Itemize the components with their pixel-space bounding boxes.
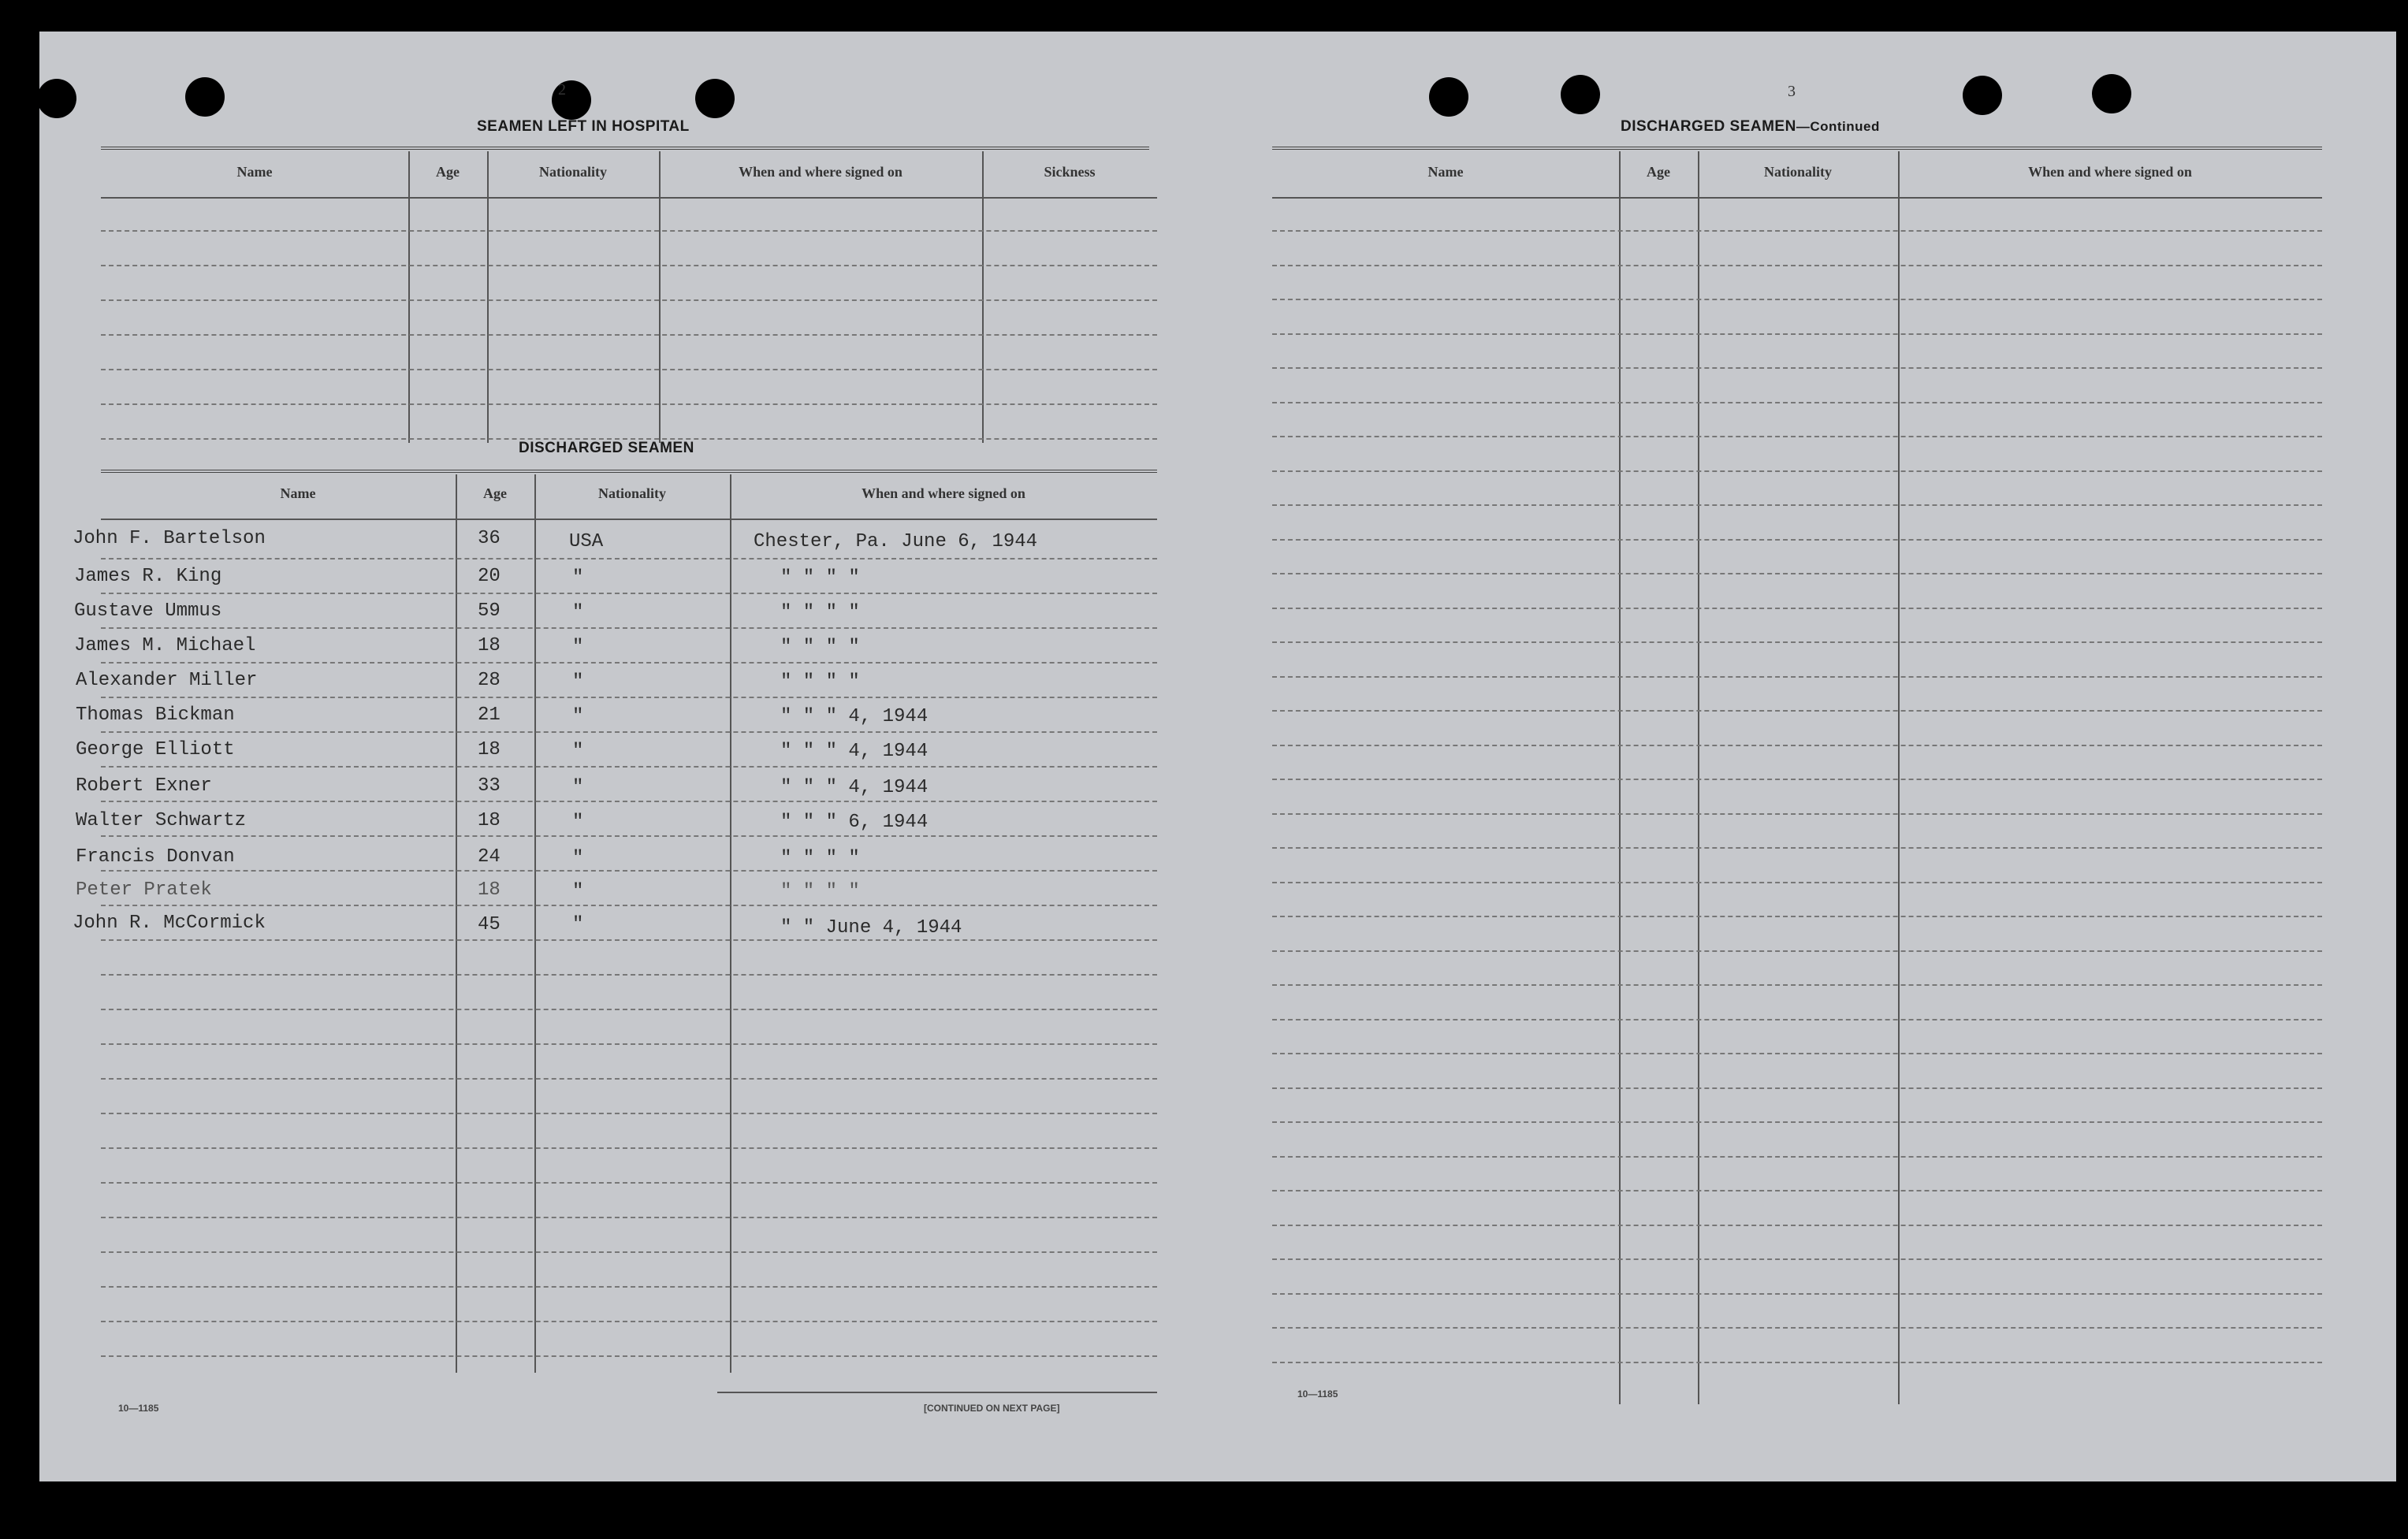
seaman-name: Gustave Ummus [74,600,222,622]
seaman-age: 24 [478,846,501,868]
entry-line [1272,1121,2322,1123]
seaman-nationality: " [572,671,584,693]
seaman-age: 33 [478,775,501,797]
seaman-signed-on: " " " " [780,567,860,589]
seaman-nationality: " [572,567,584,589]
seaman-name: Robert Exner [76,775,212,797]
seaman-name: Walter Schwartz [76,810,247,831]
entry-line [101,1286,1157,1288]
seaman-name: John R. McCormick [73,913,266,934]
entry-line [1272,1327,2322,1329]
entry-line [101,835,1157,837]
seaman-nationality: " [572,777,584,798]
hospital-col-age: Age [436,164,460,180]
discharged-col-nationality: Nationality [597,485,666,501]
right-col-age: Age [1647,164,1670,180]
entry-line [101,974,1157,976]
entry-line [1272,882,2322,883]
seaman-signed-on: Chester, Pa. June 6, 1944 [754,531,1038,552]
entry-line [101,1043,1157,1045]
entry-line [101,1009,1157,1010]
seaman-nationality: " [572,637,584,658]
entry-line [1272,779,2322,780]
punch-hole [1963,76,2002,115]
punch-hole [37,79,76,118]
entry-line [1272,402,2322,403]
hospital-header-rule [101,197,1157,199]
entry-line [1272,847,2322,849]
entry-line [1272,539,2322,541]
hospital-divider [487,151,489,443]
discharged-col-signed-on: When and where signed on [862,485,1025,501]
seaman-signed-on: " " " 4, 1944 [780,777,929,798]
entry-line [1272,504,2322,506]
entry-line [101,939,1157,941]
seaman-age: 18 [478,635,501,656]
page-number-left: 2 [558,81,566,99]
seaman-nationality: " [572,914,584,935]
hospital-divider [659,151,661,443]
entry-line [1272,230,2322,232]
seaman-signed-on: " " " 4, 1944 [780,706,929,727]
seaman-nationality: " [572,812,584,833]
entry-line [1272,641,2322,643]
right-divider [1619,151,1621,1404]
seaman-age: 18 [478,739,501,760]
discharged-header-rule [101,519,1157,520]
seaman-age: 18 [478,810,501,831]
hospital-divider [982,151,984,443]
entry-line [101,870,1157,872]
hospital-col-nationality: Nationality [538,164,607,180]
hospital-divider [408,151,410,443]
seaman-nationality: " [572,881,584,902]
entry-line [1272,710,2322,712]
seaman-signed-on: " " " " [780,881,860,902]
right-col-name: Name [1427,164,1464,180]
entry-line [101,1113,1157,1114]
entry-line [101,1251,1157,1253]
entry-line [1272,333,2322,335]
hospital-title: SEAMEN LEFT IN HOSPITAL [477,118,690,135]
seaman-age: 20 [478,566,501,587]
entry-line [101,801,1157,802]
seaman-signed-on: " " June 4, 1944 [780,917,962,939]
hospital-entry-line [101,403,1157,405]
entry-line [1272,745,2322,746]
entry-line [1272,1019,2322,1020]
seaman-signed-on: " " " " [780,637,860,658]
seaman-name: Alexander Miller [76,670,258,691]
punch-hole [1429,77,1468,117]
entry-line [1272,470,2322,472]
entry-line [1272,436,2322,437]
right-divider [1698,151,1699,1404]
entry-line [101,1355,1157,1357]
entry-line [1272,573,2322,574]
seaman-age: 36 [478,528,501,549]
entry-line [1272,1362,2322,1363]
entry-line [101,558,1157,559]
seaman-name: Thomas Bickman [76,704,235,726]
ledger-sheet [39,32,2396,1481]
entry-line [101,1078,1157,1080]
entry-line [1272,984,2322,986]
right-col-signed-on: When and where signed on [2028,164,2192,180]
seaman-nationality: " [572,741,584,762]
seaman-age: 59 [478,600,501,622]
right-top-rule [1272,147,2322,150]
punch-hole [2092,74,2131,113]
entry-line [1272,1190,2322,1191]
seaman-name: James R. King [74,566,222,587]
discharged-title: DISCHARGED SEAMEN [519,440,694,456]
form-number-right: 10—1185 [1297,1388,1338,1400]
entry-line [1272,367,2322,369]
entry-line [101,697,1157,698]
entry-line [101,905,1157,906]
seaman-age: 45 [478,914,501,935]
entry-line [101,627,1157,629]
left-bottom-rule [717,1392,1157,1393]
hospital-entry-line [101,334,1157,336]
hospital-col-sickness: Sickness [1044,164,1096,180]
punch-hole [1561,75,1600,114]
hospital-entry-line [101,265,1157,266]
seaman-age: 18 [478,879,501,901]
entry-line [101,731,1157,733]
right-divider [1898,151,1900,1404]
seaman-age: 21 [478,704,501,726]
discharged-continued-title [1621,118,1880,136]
hospital-entry-line [101,299,1157,301]
seaman-signed-on: " " " " [780,602,860,623]
entry-line [1272,1258,2322,1260]
discharged-col-age: Age [483,485,507,501]
hospital-entry-line [101,369,1157,370]
seaman-name: George Elliott [76,739,235,760]
entry-line [101,593,1157,594]
seaman-age: 28 [478,670,501,691]
entry-line [101,1182,1157,1184]
entry-line [1272,265,2322,266]
discharged-continued-sub: —Continued [1796,119,1880,134]
hospital-entry-line [101,230,1157,232]
seaman-name: Francis Donvan [76,846,235,868]
seaman-signed-on: " " " " [780,848,860,869]
entry-line [1272,813,2322,815]
seaman-nationality: " [572,848,584,869]
seaman-nationality: " [572,706,584,727]
seaman-nationality: " [572,602,584,623]
discharged-top-rule [101,470,1157,473]
entry-line [1272,676,2322,678]
seaman-signed-on: " " " 6, 1944 [780,812,929,833]
entry-line [1272,1293,2322,1295]
entry-line [1272,950,2322,952]
entry-line [101,766,1157,768]
entry-line [1272,916,2322,917]
right-header-rule [1272,197,2322,199]
entry-line [1272,1087,2322,1089]
seaman-name: Peter Pratek [76,879,212,901]
seaman-signed-on: " " " 4, 1944 [780,741,929,762]
discharged-divider [534,474,536,1373]
entry-line [101,1147,1157,1149]
form-number-left: 10—1185 [118,1403,159,1414]
punch-hole [695,79,735,118]
seaman-signed-on: " " " " [780,671,860,693]
discharged-col-name: Name [280,485,316,501]
entry-line [1272,1053,2322,1054]
hospital-col-name: Name [236,164,273,180]
entry-line [101,1321,1157,1322]
entry-line [1272,299,2322,300]
discharged-divider [730,474,731,1373]
continued-note: [CONTINUED ON NEXT PAGE] [924,1403,1060,1414]
hospital-top-rule [101,147,1149,150]
seaman-nationality: USA [569,531,604,552]
entry-line [101,662,1157,664]
hospital-col-signed-on: When and where signed on [739,164,903,180]
seaman-name: John F. Bartelson [73,528,266,549]
entry-line [1272,1156,2322,1158]
right-col-nationality: Nationality [1763,164,1832,180]
discharged-continued-main: DISCHARGED SEAMEN [1621,118,1796,135]
seaman-name: James M. Michael [74,635,256,656]
discharged-divider [456,474,457,1373]
entry-line [1272,1225,2322,1226]
entry-line [101,1217,1157,1218]
page-number-right: 3 [1788,83,1796,100]
punch-hole [185,77,225,117]
entry-line [1272,608,2322,609]
